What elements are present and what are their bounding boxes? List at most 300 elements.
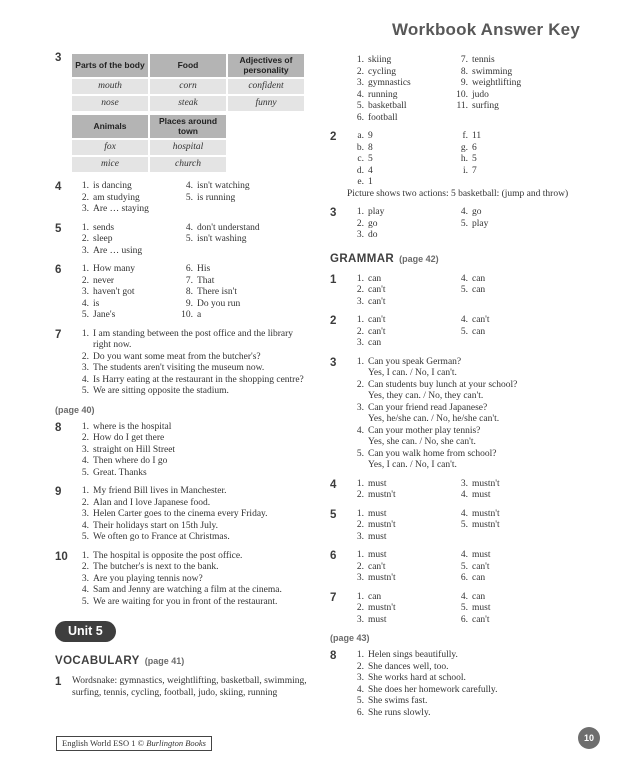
answer-item [176, 264, 311, 276]
exercise-number: 5 [55, 222, 62, 235]
item-text: There isn't [197, 287, 237, 297]
answer-item [451, 573, 618, 585]
answer-sublist [451, 315, 618, 350]
sentence-lines [93, 352, 311, 364]
item-number: 1. [81, 328, 89, 339]
answer-sublist [347, 509, 451, 544]
exercise-number: 5 [330, 508, 337, 521]
answer-list [347, 479, 618, 502]
sentence-line: Is Harry eating at the restaurant in the shopping centre? [93, 374, 304, 385]
exercise-body [347, 357, 618, 472]
sentence-line: I am standing between the post office and the library right now. [93, 328, 294, 350]
answer-item [72, 433, 311, 445]
item-number: d. [356, 165, 364, 176]
sentence-line: Helen sings beautifully. [368, 650, 458, 660]
item-text: judo [472, 89, 489, 100]
answer-item [347, 285, 451, 297]
item-text: can [472, 273, 486, 284]
answer-item [347, 177, 451, 189]
answer-item [451, 166, 618, 178]
sentence-line: Yes, I can. / No, I can't. [368, 368, 457, 378]
sentence-line: Alan and I love Japanese food. [93, 497, 211, 508]
sentence-lines [368, 708, 618, 720]
item-number: 8. [460, 66, 468, 77]
answer-item [176, 299, 311, 311]
exercise-number: 2 [330, 131, 337, 143]
exercise-number: 3 [330, 356, 337, 369]
table-cell: hospital [150, 140, 226, 155]
answer-item [72, 287, 176, 299]
answer-item [347, 327, 451, 339]
answer-item [347, 154, 451, 166]
item-text: am studying [93, 192, 140, 203]
sentence-lines [93, 551, 311, 563]
item-text: Do you run [197, 298, 241, 309]
footer-text: English World ESO 1 © [62, 738, 147, 748]
sentence-line: Then where do I go [93, 456, 168, 466]
item-text: haven't got [93, 287, 135, 297]
answer-item [451, 67, 618, 79]
answer-item [347, 650, 618, 662]
item-text: can [368, 591, 382, 602]
item-text: That [197, 275, 215, 286]
answer-item [347, 166, 451, 178]
item-number: 2. [356, 218, 364, 229]
item-text: must [472, 490, 491, 500]
item-text: can't [472, 315, 490, 325]
exercise-body [347, 509, 618, 544]
sentence-lines [93, 456, 311, 468]
answer-item [347, 55, 451, 67]
answer-item [347, 143, 451, 155]
item-number: 1. [356, 55, 364, 65]
sentence-line: Can you speak German? [368, 356, 462, 367]
answer-item [347, 562, 451, 574]
page-title: Workbook Answer Key [391, 20, 580, 39]
answer-item [176, 287, 311, 299]
item-text: can't [368, 315, 386, 325]
sentence-lines [368, 449, 618, 472]
exercise-block [55, 52, 311, 174]
item-number: 4. [185, 222, 193, 233]
item-number: 1. [356, 207, 364, 217]
item-number: 7. [460, 55, 468, 65]
table-cell: nose [72, 96, 148, 111]
answer-item [72, 486, 311, 498]
page-label: (page 43) [330, 633, 370, 643]
exercise-block [55, 329, 311, 398]
sentence-line: Yes, he/she can. / No, he/she can't. [368, 414, 500, 424]
answer-item [451, 274, 618, 286]
item-text: isn't watching [197, 181, 250, 191]
item-text: Jane's [93, 310, 116, 320]
item-number: 5. [460, 520, 468, 530]
item-number: 2. [81, 433, 89, 443]
item-number: 4. [460, 490, 468, 500]
item-number: 9. [460, 78, 468, 88]
exercise-block [330, 357, 618, 472]
exercise-number: 2 [330, 315, 337, 327]
answer-item [176, 193, 311, 205]
table-header-cell: Animals [72, 115, 148, 138]
item-text: sends [93, 222, 115, 233]
item-number: 1. [81, 486, 89, 496]
page-number: 10 [583, 733, 594, 743]
item-number: 4. [460, 273, 468, 284]
answer-item [347, 603, 451, 615]
sentence-lines [93, 562, 311, 574]
item-number: 4. [81, 456, 89, 466]
answer-sublist [347, 550, 451, 585]
answer-item [347, 297, 451, 309]
sentence-line: Yes, they can. / No, they can't. [368, 391, 484, 401]
item-number: 5. [460, 218, 468, 229]
item-text: don't understand [197, 222, 260, 233]
answer-item [72, 422, 311, 434]
table-header-row [72, 115, 226, 138]
exercise-number: 8 [55, 421, 62, 434]
item-number: 5. [356, 101, 364, 111]
table-cell: church [150, 157, 226, 172]
item-text: is dancing [93, 181, 132, 191]
item-text: is running [197, 192, 236, 203]
answer-item [347, 490, 451, 502]
answer-sublist [72, 181, 176, 216]
answer-item [347, 131, 451, 143]
sentence-lines [368, 662, 618, 674]
item-text: 5 [472, 154, 477, 164]
item-number: 4. [460, 550, 468, 560]
item-number: 2. [81, 192, 89, 203]
item-number: 3. [81, 363, 89, 373]
sentence-lines [93, 386, 311, 398]
exercise-number: 9 [55, 486, 62, 498]
item-number: 3. [81, 509, 89, 519]
table-cell: mice [72, 157, 148, 172]
item-number: 6. [185, 264, 193, 274]
item-text: must [472, 603, 491, 613]
answer-item [176, 181, 311, 193]
item-number: 4. [460, 508, 468, 519]
sentence-lines [93, 329, 311, 352]
exercise-body [347, 131, 618, 200]
item-text: 7 [472, 165, 477, 176]
sentence-line: She works hard at school. [368, 673, 466, 683]
item-number: 10. [181, 310, 193, 320]
footer [56, 736, 212, 751]
answer-item [347, 315, 451, 327]
item-text: can't [368, 326, 386, 337]
item-text: must [368, 550, 387, 560]
item-number: 1. [356, 315, 364, 325]
sentence-lines [368, 685, 618, 697]
answer-item [72, 445, 311, 457]
exercise-block [55, 486, 311, 544]
exercise-body [347, 650, 618, 719]
answer-item [176, 223, 311, 235]
answer-item [347, 509, 451, 521]
exercise-block [330, 131, 618, 200]
sentence-line: Can students buy lunch at your school? [368, 379, 518, 390]
answer-list [347, 509, 618, 544]
item-text: never [93, 275, 115, 286]
item-text: can't [368, 296, 386, 307]
answer-item [451, 55, 618, 67]
item-text: can [472, 326, 486, 337]
vocab-table [70, 52, 306, 113]
table-cell: corn [150, 79, 226, 94]
item-text: How many [93, 264, 135, 274]
answer-item [72, 597, 311, 609]
answer-item [347, 113, 451, 125]
item-text: a [197, 310, 202, 320]
exercise-block [55, 676, 311, 699]
answer-item [347, 685, 618, 697]
exercise-number: 8 [330, 650, 337, 662]
sentence-line: Yes, she can. / No, she can't. [368, 437, 476, 447]
exercise-body [347, 592, 618, 627]
answer-item [347, 573, 451, 585]
table-row [72, 96, 304, 111]
table-header-row [72, 54, 304, 77]
answer-item [72, 276, 176, 288]
answer-item [72, 551, 311, 563]
answer-sublist [72, 264, 176, 322]
answer-item [347, 357, 618, 380]
answer-list [347, 55, 618, 124]
sentence-line: where is the hospital [93, 421, 172, 432]
item-number: 6. [356, 707, 364, 718]
answer-item [347, 615, 451, 627]
answer-item [72, 352, 311, 364]
item-text: gymnastics [368, 78, 411, 88]
sentence-line: Are you playing tennis now? [93, 573, 203, 584]
answer-list [347, 592, 618, 627]
table-row [72, 157, 226, 172]
item-number: 2. [81, 234, 89, 244]
answer-item [347, 380, 618, 403]
answer-sublist [451, 274, 618, 309]
answer-item [451, 131, 618, 143]
item-number: 11. [456, 101, 468, 111]
item-text: must [368, 508, 387, 519]
answer-item [72, 498, 311, 510]
exercise-body [347, 315, 618, 350]
item-number: 5. [81, 310, 89, 320]
item-number: 5. [460, 561, 468, 572]
answer-sublist [451, 55, 618, 124]
sentence-line: She dances well, too. [368, 661, 449, 672]
item-number: 1. [81, 222, 89, 233]
sentence-line: Their holidays start on 15th July. [93, 520, 218, 531]
exercise-body [72, 223, 311, 258]
sentence-line: My friend Bill lives in Manchester. [93, 486, 227, 496]
sentence-lines [368, 403, 618, 426]
item-text: go [472, 207, 482, 217]
item-number: 3. [81, 573, 89, 584]
answer-item [451, 509, 618, 521]
item-text: can't [368, 285, 386, 295]
answer-sublist [176, 264, 311, 322]
answer-item [347, 673, 618, 685]
sentence-line: Sam and Jenny are watching a film at the cinema. [93, 585, 282, 595]
exercise-block [330, 479, 618, 502]
item-number: 2. [356, 66, 364, 77]
table-header-cell: Places around town [150, 115, 226, 138]
item-number: 5. [356, 448, 364, 459]
item-text: skiing [368, 55, 392, 65]
item-number: 4. [356, 425, 364, 436]
item-number: 4. [356, 684, 364, 695]
answer-item [72, 468, 311, 480]
exercise-block [330, 55, 618, 124]
vocab-table [70, 113, 228, 174]
table-header-cell: Adjectives of personality [228, 54, 304, 77]
answer-item [347, 426, 618, 449]
answer-list [347, 274, 618, 309]
sentence-line: Can you walk home from school? [368, 448, 497, 459]
table-header-cell: Parts of the body [72, 54, 148, 77]
item-text: can [472, 285, 486, 295]
table-row [72, 79, 304, 94]
answer-sublist [347, 55, 451, 124]
sentence-lines [93, 445, 311, 457]
item-number: 6. [356, 112, 364, 123]
item-number: 4. [81, 298, 89, 309]
sentence-line: Can your mother play tennis? [368, 425, 481, 436]
item-text: basketball [368, 101, 407, 111]
item-text: 11 [472, 131, 482, 141]
answer-list [72, 264, 311, 322]
answer-sublist [347, 131, 451, 189]
item-number: 10. [456, 89, 468, 100]
answer-item [72, 532, 311, 544]
table-cell: confident [228, 79, 304, 94]
sentence-line: We often go to France at Christmas. [93, 532, 230, 542]
item-number: 3. [356, 78, 364, 88]
item-text: 6 [472, 142, 477, 153]
item-text: must [472, 550, 491, 560]
answer-item [347, 207, 451, 219]
item-number: 2. [81, 497, 89, 508]
item-number: 1. [356, 591, 364, 602]
answer-sublist [347, 207, 451, 242]
answer-item [451, 327, 618, 339]
sentence-line: The hospital is opposite the post office. [93, 550, 243, 561]
item-number: 2. [356, 603, 364, 613]
item-number: 3. [356, 402, 364, 413]
answer-sublist [176, 181, 311, 216]
answer-item [347, 338, 451, 350]
answer-item [72, 310, 176, 322]
answer-item [347, 403, 618, 426]
item-number: 5. [356, 696, 364, 706]
item-text: mustn't [472, 478, 500, 489]
exercise-body [347, 55, 618, 124]
exercise-block [55, 551, 311, 609]
item-number: 3. [356, 673, 364, 683]
answer-item [347, 101, 451, 113]
section-page-ref: (page 42) [399, 253, 439, 264]
exercise-body [347, 207, 618, 242]
exercise-block [55, 223, 311, 258]
sentence-lines [368, 696, 618, 708]
table-row [72, 140, 226, 155]
answer-item [72, 204, 176, 216]
item-text: swimming [472, 66, 513, 77]
answer-item [451, 154, 618, 166]
answer-item [451, 101, 618, 113]
answer-sublist [451, 479, 618, 502]
item-text: 9 [368, 131, 373, 141]
item-number: 2. [356, 490, 364, 500]
item-number: 1. [356, 356, 364, 367]
sentence-lines [368, 650, 618, 662]
item-number: 5. [81, 467, 89, 478]
item-number: e. [357, 177, 364, 187]
answer-item [72, 509, 311, 521]
sentence-lines [368, 426, 618, 449]
answer-sublist [451, 550, 618, 585]
exercise-number: 7 [330, 591, 337, 604]
item-text: mustn't [368, 573, 396, 583]
item-text: can't [472, 561, 490, 572]
answer-item [347, 550, 451, 562]
item-text: cycling [368, 66, 396, 77]
item-text: go [368, 218, 378, 229]
item-number: 1. [356, 550, 364, 560]
item-text: football [368, 112, 398, 123]
answer-item [451, 615, 618, 627]
item-number: 2. [356, 285, 364, 295]
item-number: 2. [356, 561, 364, 572]
sentence-line: straight on Hill Street [93, 444, 176, 455]
answer-item [72, 181, 176, 193]
exercise-body [72, 486, 311, 544]
exercise-number: 1 [55, 676, 62, 688]
item-text: mustn't [368, 520, 396, 530]
item-number: 3. [81, 204, 89, 214]
answer-item [451, 550, 618, 562]
item-text: can [472, 573, 486, 583]
table-header-cell: Food [150, 54, 226, 77]
item-number: c. [357, 154, 364, 164]
item-number: 4. [356, 89, 364, 100]
exercise-number: 3 [330, 207, 337, 219]
unit-badge: Unit 5 [55, 621, 116, 642]
item-text: is [93, 298, 100, 309]
answer-item [347, 479, 451, 491]
exercise-number: 4 [55, 181, 62, 193]
sentence-lines [368, 357, 618, 380]
item-number: 6. [460, 573, 468, 583]
exercise-number: 6 [330, 550, 337, 562]
sentence-line: Yes, I can. / No, I can't. [368, 460, 457, 470]
item-number: 2. [81, 562, 89, 572]
item-number: a. [357, 131, 364, 141]
answer-item [451, 207, 618, 219]
table-cell: mouth [72, 79, 148, 94]
exercise-body [347, 479, 618, 502]
item-text: surfing [472, 101, 499, 111]
item-number: i. [462, 165, 468, 176]
item-number: 3. [460, 478, 468, 489]
answer-item [347, 78, 451, 90]
item-text: play [472, 218, 489, 229]
sentence-line: She runs slowly. [368, 707, 431, 718]
answer-item [72, 234, 176, 246]
item-number: 1. [356, 508, 364, 519]
